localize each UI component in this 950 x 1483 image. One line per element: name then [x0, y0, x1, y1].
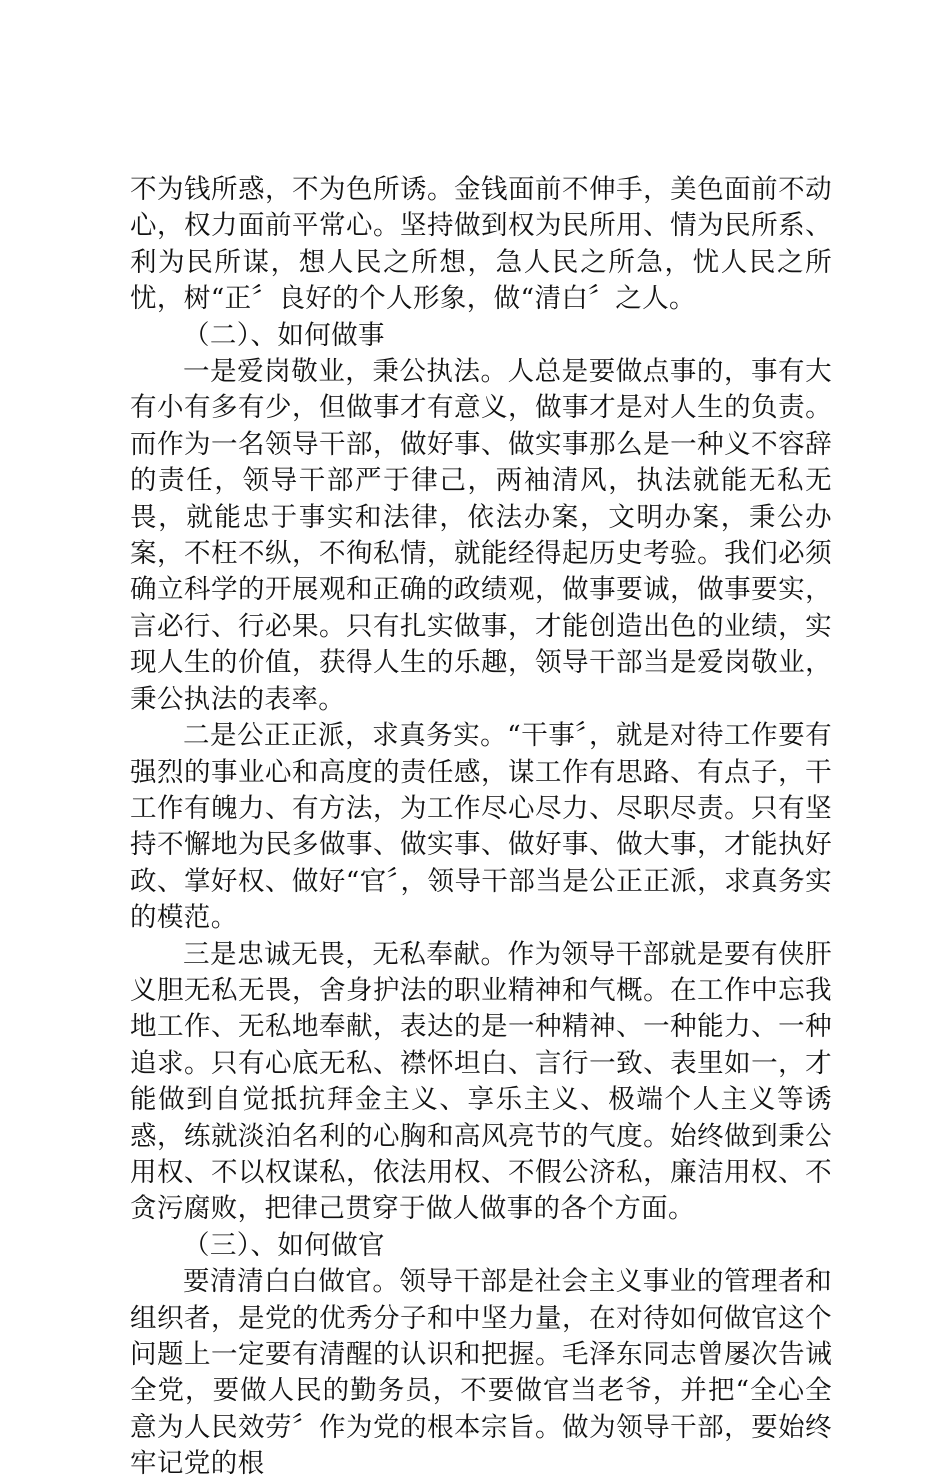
section-heading-how-to-be-official: （三）、如何做官: [183, 1229, 385, 1261]
document-body: [130, 172, 832, 1483]
paragraph-clean-official: 要清清白白做官。领导干部是社会主义事业的管理者和组织者，是党的优秀分子和中坚力量，在对待如何做官这个问题上一定要有清醒的认识和把握。毛泽东同志曾屡次告诫全党，要做人民的勤务员，不要做官当老爷，并把“全心全意为人民效劳〞作为党的根本宗旨。做为领导干部，要始终牢记党的根: [130, 1266, 832, 1480]
section-heading-how-to-work: （二）、如何做事: [183, 319, 385, 351]
paragraph-integrity: 二是公正正派，求真务实。“干事〞，就是对待工作要有强烈的事业心和高度的责任感，谋工作有思路、有点子，干工作有魄力、有方法，为工作尽心尽力、尽职尽责。只有坚持不懈地为民多做事、做实事、做好事、做大事，才能执好政、掌好权、做好“官〞，领导干部当是公正正派，求真务实的模范。: [130, 720, 832, 934]
paragraph-continuation: 不为钱所惑，不为色所诱。金钱面前不伸手，美色面前不动心，权力面前平常心。坚持做到权为民所用、情为民所系、利为民所谋，想人民之所想，急人民之所急，忧人民之所忧，树“正〞良好的个人形象，做“清白〞之人。: [130, 174, 832, 315]
paragraph-loyalty: 三是忠诚无畏，无私奉献。作为领导干部就是要有侠肝义胆无私无畏，舍身护法的职业精神和气概。在工作中忘我地工作、无私地奉献，表达的是一种精神、一种能力、一种追求。只有心底无私、襟怀坦白、言行一致、表里如一，才能做到自觉抵抗拜金主义、享乐主义、极端个人主义等诱惑，练就淡泊名利的心胸和高风亮节的气度。始终做到秉公用权、不以权谋私，依法用权、不假公济私，廉洁用权、不贪污腐败，把律己贯穿于做人做事的各个方面。: [130, 938, 832, 1225]
paragraph-dedication: 一是爱岗敬业，秉公执法。人总是要做点事的，事有大有小有多有少，但做事才有意义，做事才是对人生的负责。而作为一名领导干部，做好事、做实事那么是一种义不容辞的责任，领导干部严于律己，两袖清风，执法就能无私无畏，就能忠于事实和法律，依法办案，文明办案，秉公办案，不枉不纵，不徇私情，就能经得起历史考验。我们必须确立科学的开展观和正确的政绩观，做事要诚，做事要实，言必行、行必果。只有扎实做事，才能创造出色的业绩，实现人生的价值，获得人生的乐趣，领导干部当是爱岗敬业，秉公执法的表率。: [130, 356, 832, 715]
